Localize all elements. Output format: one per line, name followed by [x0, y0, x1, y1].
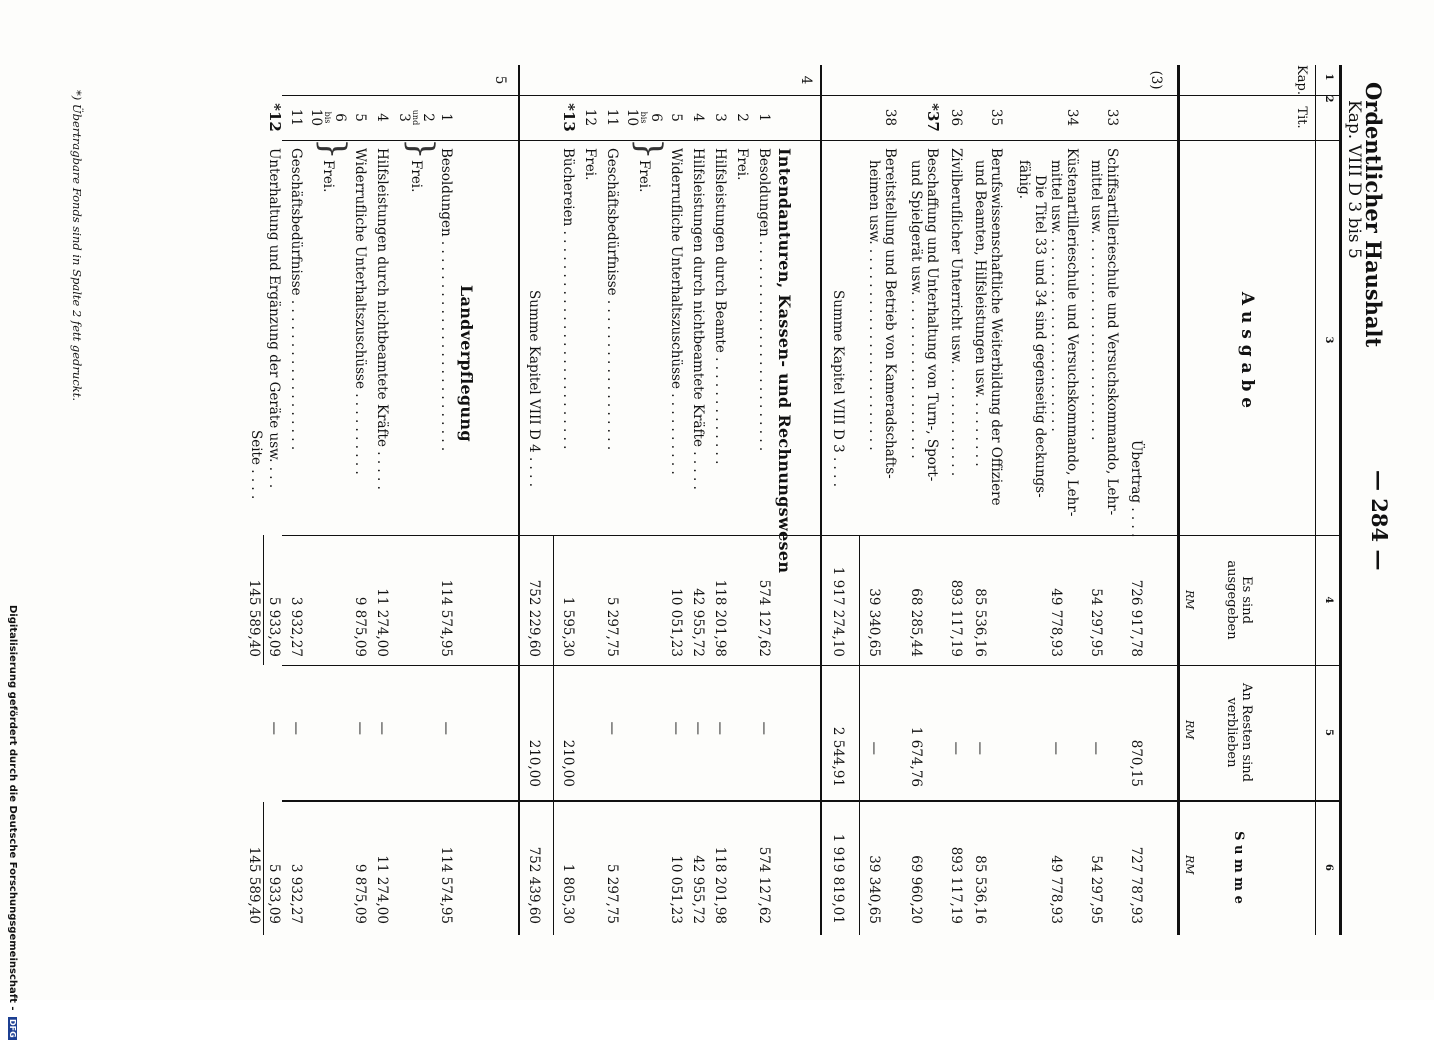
- r36-a: 893 117,19: [948, 579, 964, 657]
- k5-4-text: Hilfsleistungen durch nichtbeamtete Kräfte . . . . .: [374, 148, 390, 490]
- k4-4-b: —: [690, 721, 706, 735]
- sum4-b: 210,00: [526, 739, 542, 787]
- r36-text1: Zivilberuflicher Unterricht usw. . . . . . . . . . . . . .: [948, 148, 964, 477]
- k5-12-a: 5 933,09: [266, 596, 282, 657]
- sum3-b: 2 544,91: [830, 726, 846, 787]
- k4-1-text: Besoldungen . . . . . . . . . . . . . . . . . . . . . . . . .: [756, 148, 772, 452]
- col-tit-header: Tit.: [1294, 106, 1309, 129]
- tit-37: *37: [924, 103, 942, 132]
- seite-rule-a: [263, 535, 264, 665]
- tit-4-6: 6: [648, 113, 664, 122]
- kap-3-label: (3): [1148, 70, 1164, 90]
- tit-4-13: *13: [560, 103, 578, 132]
- k4-6-text: Frei.: [636, 160, 652, 193]
- k4-5-b: —: [668, 721, 684, 735]
- r33-text2: mittel usw. . . . . . . . . . . . . . . . . . . . . . . . .: [1088, 160, 1104, 441]
- tit-5-6: 6: [332, 113, 348, 122]
- r38-a: 39 340,65: [866, 588, 882, 657]
- r37-s: 69 960,20: [908, 855, 924, 924]
- tit-4-10: 10: [624, 108, 640, 127]
- r35-text1: Berufswissenschaftliche Weiterbildung der Offiziere: [988, 148, 1004, 506]
- tit-38: 38: [882, 108, 898, 127]
- k4-4-text: Hilfsleistungen durch nichtbeamtete Kräfte . . . . .: [690, 148, 706, 490]
- sum4-a: 752 229,60: [526, 579, 542, 657]
- k4-11-text: Geschäftsbedürfnisse . . . . . . . . . . . . . . . . . .: [604, 148, 620, 451]
- page-number: — 284 —: [1367, 470, 1392, 571]
- k4-12-text: Frei.: [582, 148, 598, 181]
- uebertrag-a: 726 917,78: [1128, 579, 1144, 657]
- tit-4-5: 5: [668, 113, 684, 122]
- tit-5-1: 1: [438, 113, 454, 122]
- tit-5-2: 2: [420, 113, 436, 122]
- r35-text2: und Beamten, Hilfsleistungen usw. . . . . . . . .: [972, 160, 988, 467]
- k4-13-s: 1 805,30: [560, 863, 576, 924]
- k5-1-a: 114 574,95: [438, 579, 454, 657]
- k4-1-s: 574 127,62: [756, 846, 772, 924]
- colnum-1: 1: [1323, 73, 1334, 81]
- k4-11-a: 5 297,75: [604, 596, 620, 657]
- r34-text2: mittel usw. . . . . . . . . . . . . . . . . . . . . . . .: [1048, 160, 1064, 432]
- tit-4-12: 12: [582, 108, 598, 127]
- unit-col4: RM: [1183, 590, 1196, 610]
- k5-12-s: 5 933,09: [266, 863, 282, 924]
- r36-s: 893 117,19: [948, 846, 964, 924]
- tit-4-3: 3: [712, 113, 728, 122]
- r37-text2: und Spielgerät usw. . . . . . . . . . . . . . . . . . . .: [908, 160, 924, 459]
- seite-label: Seite . . . .: [248, 430, 264, 500]
- seite-rule-s: [263, 802, 264, 935]
- sum3-rule-bottom: [820, 65, 822, 935]
- k5-4-b: —: [374, 721, 390, 735]
- r34-text3: Die Titel 33 und 34 sind gegenseitig deckungs-: [1032, 175, 1048, 498]
- tit-5-bis: bis: [323, 111, 332, 124]
- sum3-a: 1 917 274,10: [830, 566, 846, 657]
- r33-b: —: [1088, 741, 1104, 755]
- r38-s: 39 340,65: [866, 855, 882, 924]
- colnum-3: 3: [1323, 336, 1334, 344]
- col-summe-header: S u m m e: [1231, 831, 1246, 904]
- r34-text4: fähig.: [1016, 160, 1032, 199]
- r38-b: —: [866, 741, 882, 755]
- unit-col5: RM: [1183, 720, 1196, 740]
- k4-13-a: 1 595,30: [560, 596, 576, 657]
- k5-5-a: 9 875,09: [352, 596, 368, 657]
- r34-a: 49 778,93: [1048, 588, 1064, 657]
- k5-11-a: 3 932,27: [288, 596, 304, 657]
- r33-a: 54 297,95: [1088, 588, 1104, 657]
- kap5-title: Landverpflegung: [457, 285, 476, 442]
- k5-5-s: 9 875,09: [352, 863, 368, 924]
- kap-4-label: 4: [798, 75, 814, 85]
- tit-35: 35: [988, 108, 1004, 127]
- k5-5-b: —: [352, 721, 368, 735]
- uebertrag-s: 727 787,93: [1128, 846, 1144, 924]
- dfg-logo: DFG: [8, 1019, 17, 1038]
- unit-col6: RM: [1183, 855, 1196, 875]
- k4-11-s: 5 297,75: [604, 863, 620, 924]
- col-reste-header: An Resten sind verblieben: [1224, 683, 1254, 782]
- r34-s: 49 778,93: [1048, 855, 1064, 924]
- brace-5-2: }: [401, 138, 441, 160]
- side-credit: [6, 605, 18, 1038]
- sum4-rule-bottom: [518, 65, 520, 935]
- k4-13-b: 210,00: [560, 739, 576, 787]
- k5-5-text: Widerrufliche Unterhaltszuschüsse . . . . . . . . . .: [352, 148, 368, 475]
- footnote: *) Übertragbare Fonds sind in Spalte 2 fett gedruckt.: [70, 90, 84, 402]
- brace-4-6: }: [629, 138, 669, 160]
- k5-12-text1: Unterhaltung und Ergänzung der Geräte usw. . . .: [266, 148, 282, 489]
- k5-11-b: —: [288, 721, 304, 735]
- side-credit-text: Digitalisierung gefördert durch die Deutsche Forschungsgemeinschaft -: [7, 605, 18, 1011]
- k4-1-a: 574 127,62: [756, 579, 772, 657]
- colnum-6: 6: [1323, 864, 1334, 871]
- uebertrag-label: Übertrag . . . .: [1128, 440, 1144, 538]
- r34-text1: Küstenartillerieschule und Versuchskommando, Lehr-: [1064, 148, 1080, 517]
- kap4-title: Intendanturen, Kassen- und Rechnungswesen: [775, 148, 794, 574]
- tit-5-3: 3: [396, 113, 412, 122]
- header-subtitle: Kap. VIII D 3 bis 5: [1344, 100, 1364, 259]
- vrule-tit: [282, 140, 1342, 141]
- k4-2-text: Frei.: [734, 148, 750, 181]
- uebertrag-b: 870,15: [1128, 739, 1144, 787]
- k5-6-text: Frei.: [320, 160, 336, 193]
- colnum-4: 4: [1323, 596, 1334, 604]
- k4-1-b: —: [756, 721, 772, 735]
- sum3-s: 1 919 819,01: [830, 833, 846, 924]
- sum3-label: Summe Kapitel VIII D 3 . . . .: [830, 290, 846, 488]
- k4-11-b: —: [604, 721, 620, 735]
- tit-4-4: 4: [690, 113, 706, 122]
- sum3-rule-top: [859, 535, 860, 935]
- tit-5-12: *12: [266, 103, 284, 132]
- k4-5-s: 10 051,23: [668, 855, 684, 924]
- k5-2-text: Frei.: [408, 160, 424, 193]
- r33-text1: Schiffsartillerieschule und Versuchskommando, Lehr-: [1104, 148, 1120, 516]
- col-kap-header: Kap.: [1294, 65, 1309, 95]
- r34-b: —: [1048, 741, 1064, 755]
- col-ausgabe-header: A u s g a b e: [1237, 291, 1257, 409]
- k5-11-text: Geschäftsbedürfnisse . . . . . . . . . . . . . . . . . .: [288, 148, 304, 451]
- tit-4-1: 1: [756, 113, 772, 122]
- k4-4-s: 42 955,72: [690, 855, 706, 924]
- k4-13-text: Büchereien . . . . . . . . . . . . . . . . . . . . . . . . . .: [560, 148, 576, 450]
- r38-text1: Bereitstellung und Betrieb von Kameradschafts-: [882, 148, 898, 479]
- tit-4-bis: bis: [639, 111, 648, 124]
- k5-4-a: 11 274,00: [374, 588, 390, 657]
- r33-s: 54 297,95: [1088, 855, 1104, 924]
- col-ausgegeben-header: Es sind ausgegeben: [1224, 560, 1254, 640]
- r35-b: —: [972, 741, 988, 755]
- tit-5-10: 10: [308, 108, 324, 127]
- tit-5-5: 5: [352, 113, 368, 122]
- tit-4-11: 11: [604, 108, 620, 127]
- sum4-s: 752 439,60: [526, 846, 542, 924]
- tit-4-2: 2: [734, 113, 750, 122]
- k5-11-s: 3 932,27: [288, 863, 304, 924]
- brace-5-6: }: [313, 138, 353, 160]
- r38-text2: heimen usw. . . . . . . . . . . . . . . . . . . . . . . . .: [866, 160, 882, 451]
- colnum-2: 2: [1323, 95, 1334, 103]
- k4-3-text: Hilfsleistungen durch Beamte . . . . . . . . . . . . .: [712, 148, 728, 465]
- tit-36: 36: [948, 108, 964, 127]
- r36-b: —: [948, 741, 964, 755]
- k5-1-s: 114 574,95: [438, 846, 454, 924]
- sum4-rule-top: [553, 535, 554, 935]
- tit-33: 33: [1104, 108, 1120, 127]
- k4-3-b: —: [712, 721, 728, 735]
- r37-text1: Beschaffung und Unterhaltung von Turn-, Sport-: [924, 148, 940, 482]
- header-rule: [1177, 65, 1180, 935]
- seite-s: 145 589,40: [246, 846, 262, 924]
- kap-5-label: 5: [492, 75, 508, 85]
- r37-b: 1 674,76: [908, 726, 924, 787]
- k4-3-s: 118 201,98: [712, 846, 728, 924]
- k4-5-text: Widerrufliche Unterhaltszuschüsse . . . . . . . . . .: [668, 148, 684, 475]
- k5-1-text: Besoldungen . . . . . . . . . . . . . . . . . . . . . . . . .: [438, 148, 454, 452]
- tit-5-4: 4: [374, 113, 390, 122]
- seite-a: 145 589,40: [246, 579, 262, 657]
- tit-5-und: und: [411, 109, 420, 126]
- k4-3-a: 118 201,98: [712, 579, 728, 657]
- k5-1-b: —: [438, 721, 454, 735]
- colnum-rule: [1315, 65, 1316, 935]
- header-title: Ordentlicher Haushalt: [1361, 82, 1386, 348]
- k4-5-a: 10 051,23: [668, 588, 684, 657]
- r35-a: 85 536,16: [972, 588, 988, 657]
- tit-34: 34: [1064, 108, 1080, 127]
- colnum-5: 5: [1323, 729, 1334, 736]
- r35-s: 85 536,16: [972, 855, 988, 924]
- top-rule: [1339, 65, 1342, 935]
- r37-a: 68 285,44: [908, 588, 924, 657]
- k4-4-a: 42 955,72: [690, 588, 706, 657]
- tit-5-11: 11: [288, 108, 304, 127]
- k5-4-s: 11 274,00: [374, 855, 390, 924]
- sum4-label: Summe Kapitel VIII D 4 . . . .: [526, 290, 542, 488]
- k5-12-b: —: [266, 721, 282, 735]
